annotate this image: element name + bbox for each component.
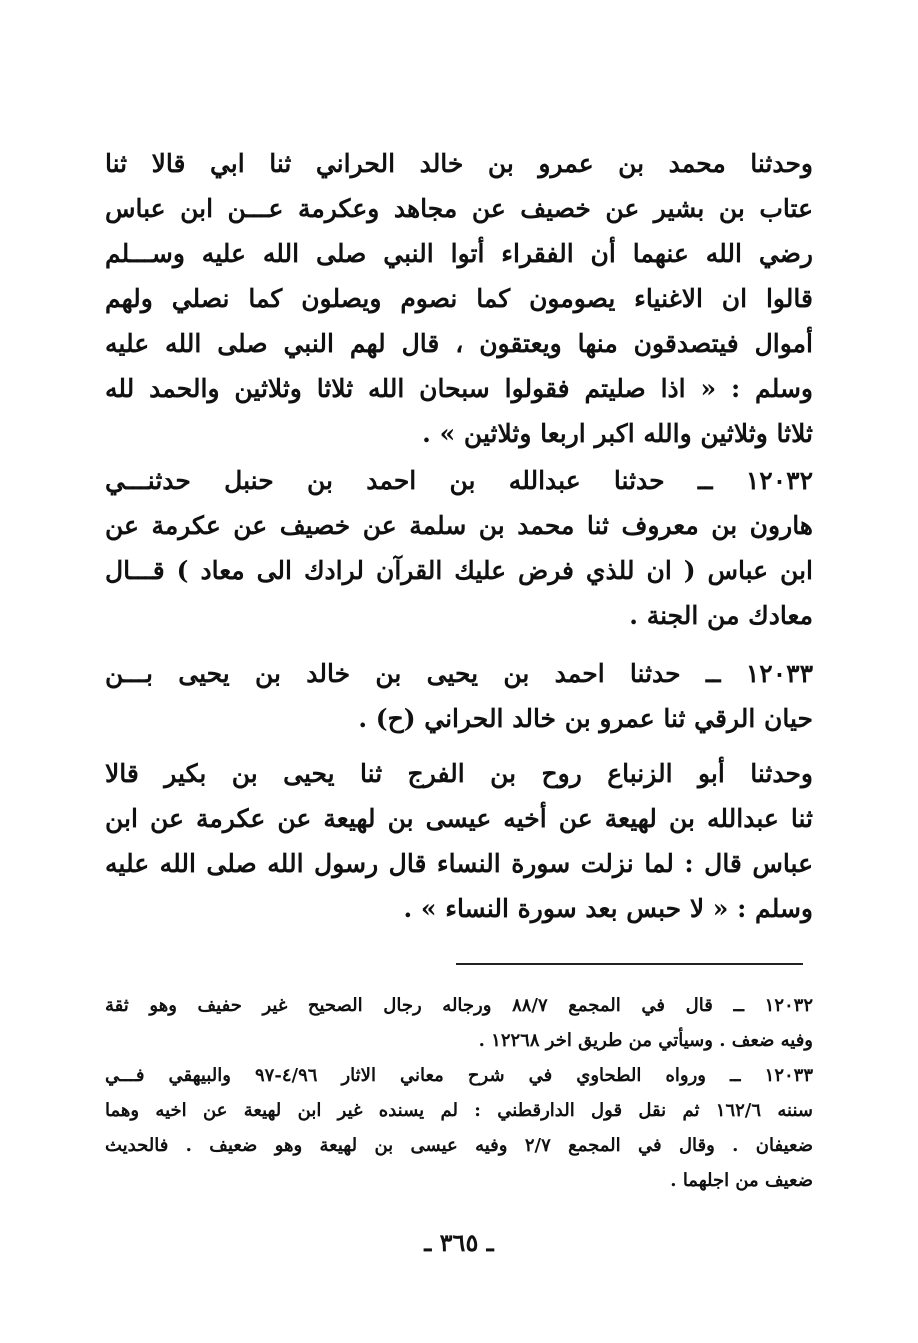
text-line: قالوا ان الاغنياء يصومون كما نصوم ويصلون كما نصلي ولهم	[105, 284, 813, 313]
footnote-separator	[456, 963, 803, 965]
page-number: ـ ٣٦٥ ـ	[424, 1228, 494, 1257]
hadith-12033-continued	[105, 751, 813, 931]
text-line: ١٢٠٣٣ ــ حدثنا احمد بن يحيى بن خالد بن يحيى بـــن	[105, 659, 813, 688]
text-line: وسلم : « اذا صليتم فقولوا سبحان الله ثلاثا وثلاثين والحمد لله	[105, 374, 813, 403]
text-line: ابن عباس ( ان للذي فرض عليك القرآن لرادك الى معاد ) قـــال	[105, 556, 813, 585]
text-line: وحدثنا أبو الزنباع روح بن الفرج ثنا يحيى بن بكير قالا	[105, 759, 813, 788]
footnotes	[105, 988, 813, 1198]
footnote-line: وفيه ضعف . وسيأتي من طريق اخر ١٢٢٦٨ .	[478, 1030, 813, 1051]
hadith-12032	[105, 458, 813, 638]
footnote-line: سننه ١٦٢/٦ ثم نقل قول الدارقطني : لم يسنده غير ابن لهيعة عن اخيه وهما	[105, 1100, 813, 1121]
text-line: وسلم : « لا حبس بعد سورة النساء » .	[403, 894, 813, 923]
text-line: ١٢٠٣٢ ــ حدثنا عبدالله بن احمد بن حنبل حدثنـــي	[105, 466, 813, 495]
text-line: ثنا عبدالله بن لهيعة عن أخيه عيسى بن لهيعة عن عكرمة عن ابن	[105, 804, 813, 833]
hadith-12033	[105, 651, 813, 741]
text-line: ثلاثا وثلاثين والله اكبر اربعا وثلاثين » .	[422, 419, 813, 448]
text-line: أموال فيتصدقون منها ويعتقون ، قال لهم النبي صلى الله عليه	[105, 329, 813, 358]
footnote-line: ١٢٠٣٢ ــ قال في المجمع ٨٨/٧ ورجاله رجال الصحيح غير حفيف وهو ثقة	[105, 995, 813, 1016]
text-line: وحدثنا محمد بن عمرو بن خالد الحراني ثنا ابي قالا ثنا	[105, 149, 813, 178]
text-line: حيان الرقي ثنا عمرو بن خالد الحراني (ح) .	[358, 704, 813, 733]
text-line: عباس قال : لما نزلت سورة النساء قال رسول الله صلى الله عليه	[105, 849, 813, 878]
text-line: معادك من الجنة .	[629, 601, 813, 630]
footnote-line: ضعيف من اجلهما .	[670, 1170, 813, 1191]
text-line: هارون بن معروف ثنا محمد بن سلمة عن خصيف عن عكرمة عن	[105, 511, 813, 540]
hadith-paragraph-1	[105, 141, 813, 456]
footnote-line: ١٢٠٣٣ ــ ورواه الطحاوي في شرح معاني الاثار ٤/٩٦-٩٧ والبيهقي فـــي	[105, 1065, 813, 1086]
footnote-line: ضعيفان . وقال في المجمع ٢/٧ وفيه عيسى بن لهيعة وهو ضعيف . فالحديث	[105, 1135, 813, 1156]
text-line: عتاب بن بشير عن خصيف عن مجاهد وعكرمة عـــن ابن عباس	[105, 194, 813, 223]
text-line: رضي الله عنهما أن الفقراء أتوا النبي صلى الله عليه وســـلم	[105, 239, 813, 268]
